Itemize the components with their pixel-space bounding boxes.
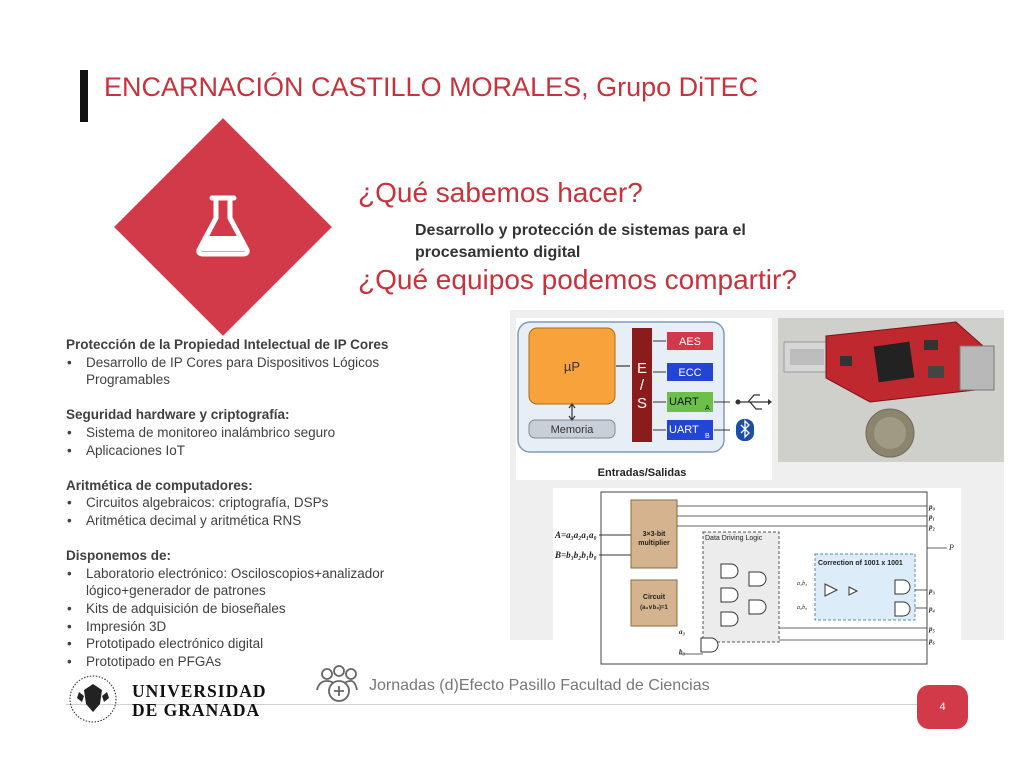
university-name-line-2: DE GRANADA (132, 700, 261, 720)
bluetooth-icon (736, 419, 754, 441)
output-p3: p₃ (929, 587, 935, 595)
ecc-label: ECC (678, 367, 702, 379)
ab-label-2: a₀b₀ (797, 605, 808, 611)
list-item: • Impresión 3D (66, 618, 436, 636)
list-item: • Aritmética decimal y aritmética RNS (66, 512, 436, 530)
usb-icon (736, 395, 773, 409)
capabilities-list (66, 336, 436, 670)
list-item: • Laboratorio electrónico: Osciloscopios+analizador lógico+generador de patrones (66, 565, 436, 600)
section-title-hw-security: Seguridad hardware y criptografía: (66, 407, 290, 423)
list-item: • Desarrollo de IP Cores para Dispositivos Lógicos Programables (66, 354, 436, 389)
flask-icon (193, 193, 253, 259)
io-caption: Entradas/Salidas (597, 467, 687, 479)
multiplier-circuit-diagram (553, 488, 961, 668)
es-label-slash: / (639, 377, 645, 394)
output-p4: p₄ (929, 605, 935, 613)
aes-label: AES (678, 336, 702, 348)
ab-label-1: a₃b₃ (797, 581, 808, 587)
multiplier-label-2: multiplier (638, 540, 670, 547)
uart-b-label: UART (669, 424, 699, 436)
question-shared-equipment: ¿Qué equipos podemos compartir? (358, 264, 797, 295)
es-label-e: E (636, 360, 648, 377)
out-a3-label: a₃ (679, 628, 685, 636)
title-accent-bar (80, 70, 88, 122)
uart-b-subscript: B (705, 433, 710, 440)
question-what-we-do: ¿Qué sabemos hacer? (358, 177, 643, 208)
section-title-arithmetic: Aritmética de computadores: (66, 477, 253, 493)
out-b3-label: b₃ (679, 648, 685, 656)
usb-board-photo (778, 318, 1004, 462)
output-p6: p₆ (929, 637, 935, 645)
list-item: • Kits de adquisición de bioseñales (66, 600, 436, 618)
university-name (132, 682, 267, 720)
list-item: • Circuitos algebraicos: criptografía, DSPs (66, 494, 436, 512)
multiplier-label-1: 3×3-bit (642, 531, 666, 538)
up-label: µP (563, 359, 581, 374)
output-p0: p₀ (929, 503, 935, 511)
data-driving-logic-label: Data Driving Logic (705, 535, 763, 542)
slide-title: ENCARNACIÓN CASTILLO MORALES, Grupo DiTEC (104, 72, 759, 102)
output-p2: p₂ (929, 523, 935, 531)
output-p5: p₅ (929, 625, 935, 633)
circuit-box-label-2: (a₃∨b₃)=1 (640, 605, 668, 611)
university-crest-icon (68, 674, 118, 724)
list-item: • Aplicaciones IoT (66, 442, 436, 460)
output-p1: p₁ (929, 513, 935, 521)
circuit-box-label-1: Circuit (642, 594, 666, 601)
input-a-label: A=a₃a₂a₁a₀ (555, 530, 597, 540)
list-item: • Prototipado electrónico digital (66, 635, 436, 653)
university-name-line-1: UNIVERSIDAD (132, 681, 267, 701)
uart-a-label: UART (669, 396, 699, 408)
people-plus-icon (313, 664, 361, 704)
list-item: • Prototipado en PFGAs (66, 653, 436, 671)
list-item: • Sistema de monitoreo inalámbrico seguro (66, 424, 436, 442)
uart-a-subscript: A (705, 405, 710, 412)
memory-label: Memoria (550, 424, 594, 436)
page-number-badge: 4 (917, 685, 968, 729)
output-p-label: P (949, 543, 954, 552)
section-title-equipment: Disponemos de: (66, 548, 172, 564)
correction-label: Correction of 1001 x 1001 (818, 560, 903, 567)
input-b-label: B=b₃b₂b₁b₀ (555, 550, 597, 560)
event-footer-text: Jornadas (d)Efecto Pasillo Facultad de Ciencias (369, 677, 710, 694)
section-title-ip-protection: Protección de la Propiedad Intelectual de IP Cores (66, 337, 389, 352)
system-block-diagram (516, 318, 772, 480)
es-label-s: S (636, 395, 648, 412)
answer-what-we-do: Desarrollo y protección de sistemas para el procesamiento digital (415, 222, 746, 261)
